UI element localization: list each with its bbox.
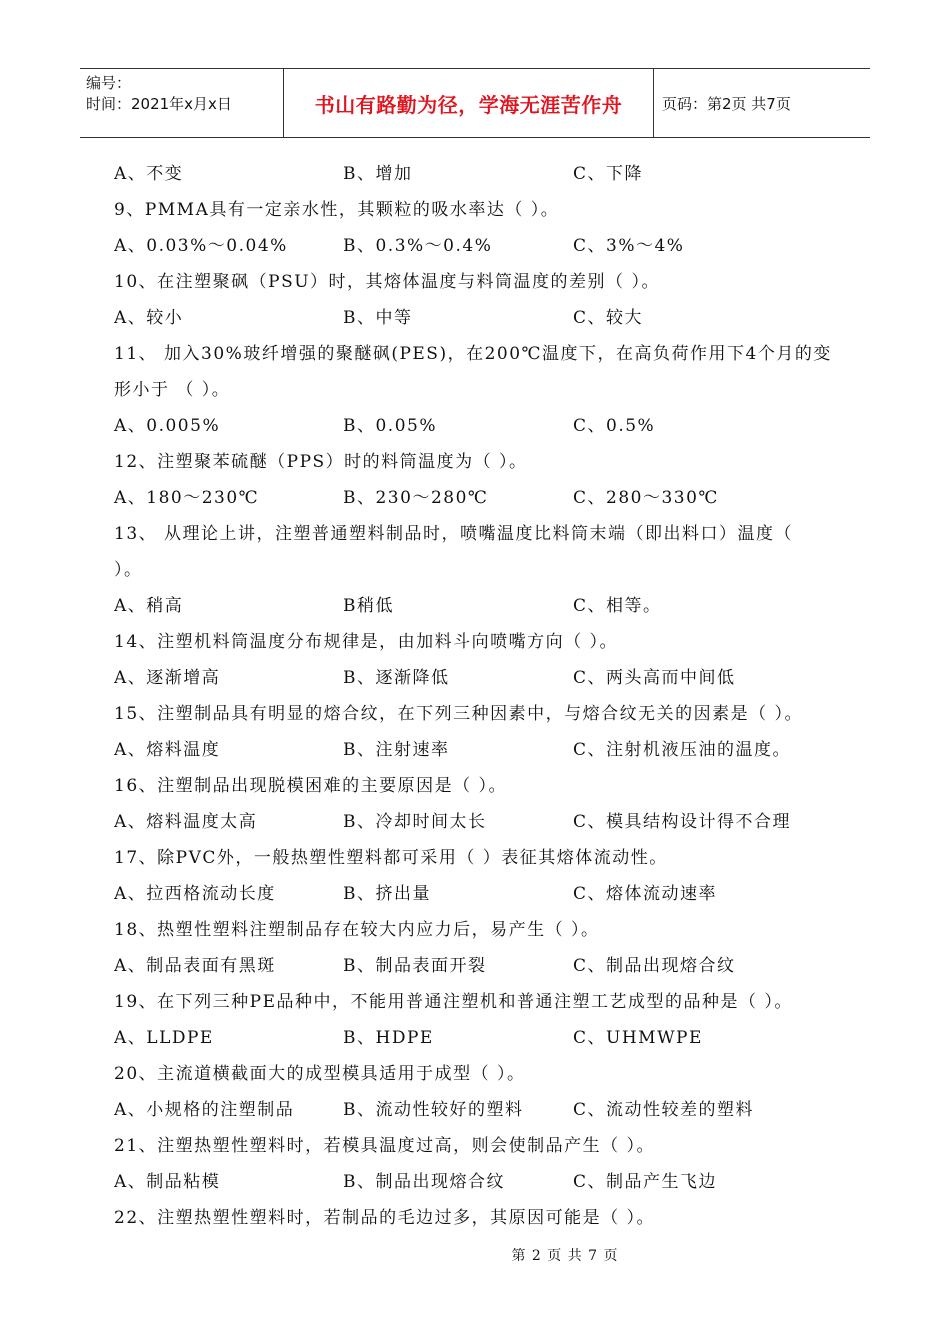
- option-a: A、制品粘模: [114, 1172, 221, 1192]
- options-row: [114, 300, 854, 336]
- question-line: 21、注塑热塑性塑料时，若模具温度过高，则会使制品产生（ ）。: [114, 1136, 656, 1156]
- header-motto: 书山有路勤为径，学海无涯苦作舟: [314, 92, 623, 117]
- option-b: B、注射速率: [343, 740, 450, 760]
- option-c: C、熔体流动速率: [573, 884, 718, 904]
- question-line: 19、在下列三种PE品种中，不能用普通注塑机和普通注塑工艺成型的品种是（ ）。: [114, 992, 793, 1012]
- option-b: B、0.3%～0.4%: [343, 236, 493, 256]
- option-a: A、制品表面有黑斑: [114, 956, 276, 976]
- header-page-cell: [654, 69, 870, 137]
- options-row: [114, 480, 854, 516]
- option-a: A、180～230℃: [114, 488, 260, 508]
- options-row: [114, 660, 854, 696]
- options-row: [114, 156, 854, 192]
- header-page-label: 页码：第2页 共7页: [662, 94, 791, 113]
- doc-time-label: 时间：2021年x月x日: [86, 95, 232, 113]
- page-footer: [0, 1245, 950, 1265]
- option-a: A、小规格的注塑制品: [114, 1100, 295, 1120]
- option-a: A、拉西格流动长度: [114, 884, 276, 904]
- option-c: C、两头高而中间低: [573, 668, 736, 688]
- option-b: B、HDPE: [343, 1028, 434, 1048]
- option-b: B、制品出现熔合纹: [343, 1172, 505, 1192]
- option-b: B、0.05%: [343, 416, 437, 436]
- option-a: A、不变: [114, 164, 184, 184]
- option-b: B、中等: [343, 308, 413, 328]
- footer-page-number: 第 2 页 共 7 页: [511, 1248, 619, 1264]
- question-line: 17、除PVC外，一般热塑性塑料都可采用（ ）表征其熔体流动性。: [114, 848, 668, 868]
- option-a: A、稍高: [114, 596, 184, 616]
- question-line: 20、主流道横截面大的成型模具适用于成型（ ）。: [114, 1064, 526, 1084]
- options-row: [114, 876, 854, 912]
- question-line: 14、注塑机料筒温度分布规律是，由加料斗向喷嘴方向（ ）。: [114, 632, 619, 652]
- option-a: A、熔料温度太高: [114, 812, 258, 832]
- question-line: 11、 加入30%玻纤增强的聚醚砜(PES)，在200℃温度下，在高负荷作用下4个月的变: [114, 344, 832, 364]
- header-info: [80, 69, 283, 137]
- option-c: C、较大: [573, 308, 644, 328]
- question-line: 形小于 （ ）。: [114, 380, 231, 400]
- option-c: C、制品出现熔合纹: [573, 956, 736, 976]
- option-a: A、LLDPE: [114, 1028, 214, 1048]
- options-row: [114, 804, 854, 840]
- option-b: B、逐渐降低: [343, 668, 450, 688]
- option-b: B、流动性较好的塑料: [343, 1100, 524, 1120]
- option-a: A、较小: [114, 308, 184, 328]
- question-line: 9、PMMA具有一定亲水性，其颗粒的吸水率达（ ）。: [114, 200, 560, 220]
- option-a: A、0.005%: [114, 416, 221, 436]
- question-line: 10、在注塑聚砜（PSU）时，其熔体温度与料筒温度的差别（ ）。: [114, 272, 660, 292]
- doc-number-label: 编号：: [86, 74, 132, 92]
- option-a: A、熔料温度: [114, 740, 221, 760]
- options-row: [114, 948, 854, 984]
- question-line: 15、注塑制品具有明显的熔合纹，在下列三种因素中，与熔合纹无关的因素是（ ）。: [114, 704, 804, 724]
- option-c: C、相等。: [573, 596, 662, 616]
- question-line: 18、热塑性塑料注塑制品存在较大内应力后，易产生（ ）。: [114, 920, 600, 940]
- option-c: C、3%～4%: [573, 236, 685, 256]
- question-line: 22、注塑热塑性塑料时，若制品的毛边过多，其原因可能是（ ）。: [114, 1208, 656, 1228]
- option-c: C、模具结构设计得不合理: [573, 812, 792, 832]
- options-row: [114, 408, 854, 444]
- options-row: [114, 1164, 854, 1200]
- option-c: C、280～330℃: [573, 488, 719, 508]
- option-c: C、制品产生飞边: [573, 1172, 718, 1192]
- option-c: C、下降: [573, 164, 644, 184]
- options-row: [114, 732, 854, 768]
- option-a: A、0.03%～0.04%: [114, 236, 288, 256]
- option-c: C、0.5%: [573, 416, 656, 436]
- options-row: [114, 228, 854, 264]
- option-b: B、挤出量: [343, 884, 431, 904]
- question-list: [114, 156, 854, 1236]
- question-line: 13、 从理论上讲，注塑普通塑料制品时，喷嘴温度比料筒末端（即出料口）温度（: [114, 524, 794, 544]
- option-a: A、逐渐增高: [114, 668, 221, 688]
- option-b: B、制品表面开裂: [343, 956, 487, 976]
- option-c: C、注射机液压油的温度。: [573, 740, 792, 760]
- option-b: B、230～280℃: [343, 488, 489, 508]
- option-b: B稍低: [343, 596, 394, 616]
- question-line: 16、注塑制品出现脱模困难的主要原因是（ ）。: [114, 776, 508, 796]
- option-c: C、流动性较差的塑料: [573, 1100, 755, 1120]
- page-header: [80, 68, 870, 138]
- options-row: [114, 1092, 854, 1128]
- question-line: ）。: [114, 560, 143, 580]
- question-line: 12、注塑聚苯硫醚（PPS）时的料筒温度为（ ）。: [114, 452, 528, 472]
- options-row: [114, 588, 854, 624]
- options-row: [114, 1020, 854, 1056]
- option-b: B、增加: [343, 164, 413, 184]
- option-b: B、冷却时间太长: [343, 812, 487, 832]
- header-motto-cell: [283, 69, 654, 137]
- option-c: C、UHMWPE: [573, 1028, 703, 1048]
